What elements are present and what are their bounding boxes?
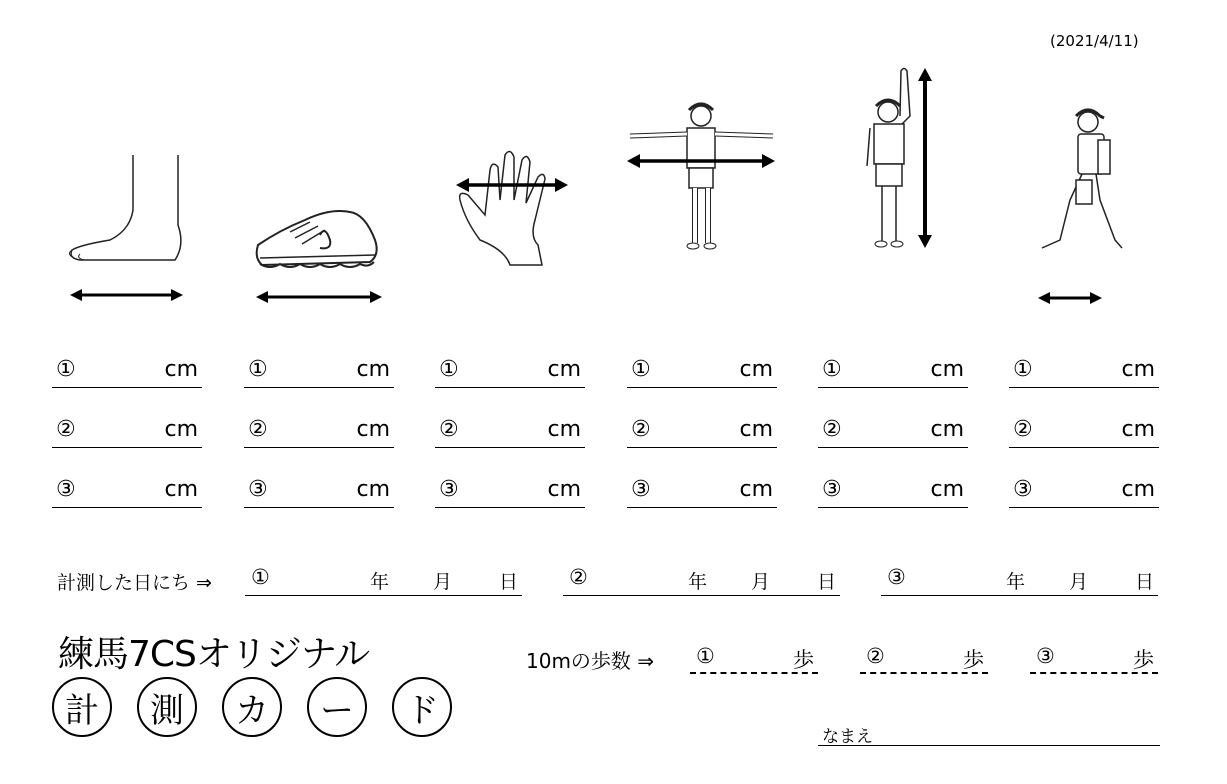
measurement-field[interactable] <box>1009 417 1159 448</box>
date-stamp: (2021/4/11) <box>1050 32 1139 50</box>
step-number: ② <box>866 644 885 668</box>
step-unit: 歩 <box>1133 648 1154 672</box>
day-label: 日 <box>499 571 519 593</box>
field-number: ① <box>56 357 76 382</box>
year-label: 年 <box>370 571 390 593</box>
date-field[interactable] <box>881 567 1158 596</box>
field-unit: cm <box>547 357 581 382</box>
field-number: ① <box>439 357 459 382</box>
field-unit: cm <box>164 417 198 442</box>
day-label: 日 <box>817 571 837 593</box>
month-label: 月 <box>1069 571 1089 593</box>
month-label: 月 <box>433 571 453 593</box>
field-unit: cm <box>356 417 390 442</box>
field-unit: cm <box>739 417 773 442</box>
measurement-field[interactable] <box>435 357 585 388</box>
measurement-field[interactable] <box>52 477 202 508</box>
hand-illustration <box>450 145 575 270</box>
step-number: ① <box>696 644 715 668</box>
title-circle-char: ド <box>392 677 452 737</box>
field-number: ③ <box>822 477 842 502</box>
month-label: 月 <box>751 571 771 593</box>
field-unit: cm <box>547 417 581 442</box>
measurement-field[interactable] <box>244 477 394 508</box>
title-circle-char: 測 <box>137 677 197 737</box>
field-unit: cm <box>1121 477 1155 502</box>
field-unit: cm <box>356 477 390 502</box>
measurement-field[interactable] <box>627 477 777 508</box>
double-arrow-icon <box>1038 292 1102 304</box>
field-unit: cm <box>739 357 773 382</box>
field-unit: cm <box>164 357 198 382</box>
step-count-field[interactable] <box>690 644 818 674</box>
measurement-field[interactable] <box>1009 357 1159 388</box>
stride-illustration <box>1030 100 1130 310</box>
day-label: 日 <box>1135 571 1155 593</box>
measurement-field[interactable] <box>435 417 585 448</box>
date-number: ② <box>569 565 588 589</box>
double-arrow-icon <box>918 68 932 248</box>
date-number: ③ <box>887 565 906 589</box>
field-number: ③ <box>439 477 459 502</box>
field-number: ② <box>248 417 268 442</box>
field-unit: cm <box>1121 417 1155 442</box>
name-label: なまえ <box>822 727 873 747</box>
step-number: ③ <box>1036 644 1055 668</box>
field-number: ③ <box>248 477 268 502</box>
field-unit: cm <box>356 357 390 382</box>
step-unit: 歩 <box>963 648 984 672</box>
field-unit: cm <box>1121 357 1155 382</box>
field-number: ② <box>1013 417 1033 442</box>
name-field[interactable] <box>818 745 1160 746</box>
date-label: 計測した日にち ⇒ <box>57 572 212 594</box>
measurement-field[interactable] <box>52 417 202 448</box>
field-number: ② <box>822 417 842 442</box>
field-unit: cm <box>164 477 198 502</box>
field-unit: cm <box>930 477 964 502</box>
date-field[interactable] <box>245 567 522 596</box>
reach-height-illustration <box>855 66 945 256</box>
field-number: ① <box>822 357 842 382</box>
steps-label: 10mの歩数 ⇒ <box>526 649 655 673</box>
shoe-illustration <box>250 200 390 310</box>
page-title: 練馬7CSオリジナル <box>58 634 370 675</box>
field-unit: cm <box>930 417 964 442</box>
field-unit: cm <box>930 357 964 382</box>
title-circle-char: ー <box>307 677 367 737</box>
date-field[interactable] <box>563 567 840 596</box>
field-number: ① <box>1013 357 1033 382</box>
date-number: ① <box>251 565 270 589</box>
title-circle-char: 計 <box>52 677 112 737</box>
measurement-field[interactable] <box>818 417 968 448</box>
measurement-field[interactable] <box>244 417 394 448</box>
field-unit: cm <box>547 477 581 502</box>
step-count-field[interactable] <box>1030 644 1158 674</box>
year-label: 年 <box>1006 571 1026 593</box>
measurement-field[interactable] <box>627 357 777 388</box>
foot-illustration <box>60 150 190 310</box>
field-number: ③ <box>56 477 76 502</box>
measurement-field[interactable] <box>244 357 394 388</box>
field-number: ② <box>631 417 651 442</box>
step-count-field[interactable] <box>860 644 988 674</box>
field-number: ③ <box>1013 477 1033 502</box>
field-number: ① <box>248 357 268 382</box>
field-number: ③ <box>631 477 651 502</box>
measurement-field[interactable] <box>627 417 777 448</box>
step-unit: 歩 <box>793 648 814 672</box>
year-label: 年 <box>688 571 708 593</box>
measurement-field[interactable] <box>818 477 968 508</box>
field-unit: cm <box>739 477 773 502</box>
title-circle-char: カ <box>222 677 282 737</box>
double-arrow-icon <box>70 289 183 301</box>
measurement-field[interactable] <box>1009 477 1159 508</box>
field-number: ② <box>439 417 459 442</box>
measurement-field[interactable] <box>435 477 585 508</box>
measurement-field[interactable] <box>818 357 968 388</box>
double-arrow-icon <box>256 291 382 303</box>
field-number: ① <box>631 357 651 382</box>
measurement-field[interactable] <box>52 357 202 388</box>
field-number: ② <box>56 417 76 442</box>
arm-span-illustration <box>625 98 777 253</box>
